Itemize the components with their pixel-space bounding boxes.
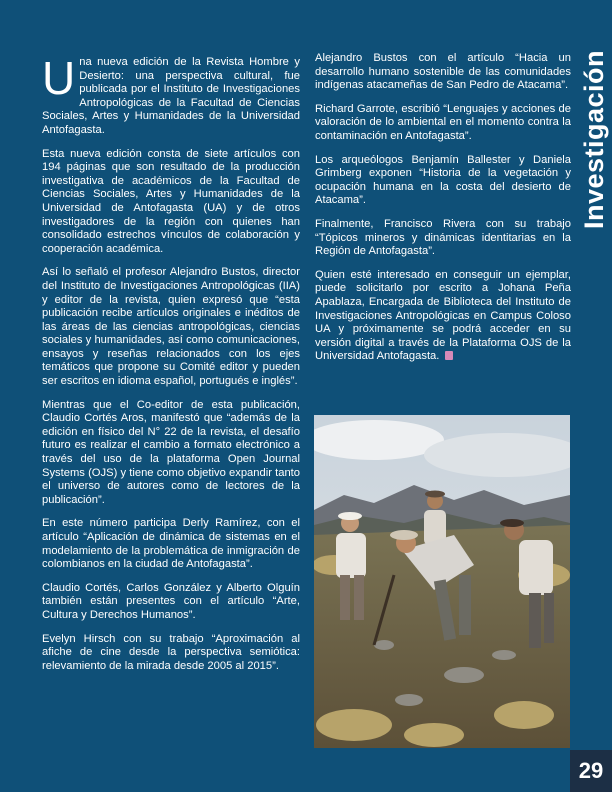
paragraph-4: Mientras que el Co-editor de esta publicación, Claudio Cortés Aros, manifestó que “además de la edición en físico del N° 22 de la revista, el desafío futuro es realizar el cambio a formato electrónico a través del uso de la plataforma Open Journal Systems (OJS) y tiene como objetivo expandir tanto el universo de autores como de lectores de la publicación”. [42, 398, 300, 506]
paragraph-2: Esta nueva edición consta de siete artículos con 194 páginas que son resultado de la producción investigativa de académicos de la Facultad de Ciencias Sociales, Artes y Humanidades de la Universidad de Antofagasta (UA) y de otros investigadores de la región con quienes han consolidado estrechos vínculos de colaboración y cooperación académica. [42, 147, 300, 255]
paragraph-1 [42, 52, 300, 138]
right-column [315, 52, 571, 374]
paragraph-8: Alejandro Bustos con el artículo “Hacia un desarrollo humano sostenible de las comunidades indígenas atacameñas de San Pedro de Atacama”. [315, 52, 571, 92]
page-number: 29 [578, 758, 604, 783]
paragraph-11: Finalmente, Francisco Rivera con su trabajo “Tópicos mineros y dinámicas identitarias en la Región de Antofagasta”. [315, 217, 571, 258]
drop-cap: U [42, 52, 76, 104]
paragraph-3: Así lo señaló el profesor Alejandro Bustos, director del Instituto de Investigaciones Antropológicas (IIA) y editor de la revista, quien expresó que “esta publicación recibe artículos originales e inéditos de las áreas de las ciencias antropológicas, ciencias sociales y humanidades, así como comunicaciones, ensayos y reseñas relacionados con los ejes temáticos que propone su Comité editor y pueden ser escritos en idioma español, portugués e inglés”. [42, 266, 300, 388]
paragraph-1-text: na nueva edición de la Revista Hombre y Desierto: una perspectiva cultural, fue publicada por el Instituto de Investigaciones Antropológicas de la Facultad de Ciencias Sociales, Artes y Humanidades de la Universidad Antofagasta. [42, 56, 300, 136]
paragraph-10: Los arqueólogos Benjamín Ballester y Daniela Grimberg exponen “Historia de la vegetación y ocupación humana en la costa del desierto de Atacama”. [315, 153, 571, 207]
paragraph-9: Richard Garrote, escribió “Lenguajes y acciones de valoración de lo ambiental en el momento contra la contaminación en Antofagasta”. [315, 102, 571, 142]
paragraph-5: En este número participa Derly Ramírez, con el artículo “Aplicación de dinámica de sistemas en el modelamiento de la problemática de inmigración de colombianos en la ciudad de Antofagasta”. [42, 517, 300, 571]
paragraph-12-text: Quien esté interesado en conseguir un ejemplar, puede solicitarlo por escrito a Johana Peña Apablaza, Encargada de Biblioteca del Instituto de Investigaciones Antropológicas en Campus Coloso UA y próximamente se podrá acceder en su versión digital a través de la Plataforma OJS de la Universidad Antofagasta. [315, 268, 571, 363]
paragraph-12 [315, 269, 571, 364]
section-label: Investigación [579, 50, 609, 230]
paragraph-6: Claudio Cortés, Carlos González y Alberto Olguín también están presentes con el artículo “Arte, Cultura y Derechos Humanos”. [42, 581, 300, 621]
paragraph-7: Evelyn Hirsch con su trabajo “Aproximación al afiche de cine desde la perspectiva semiótica: relevamiento de la mirada desde 2005 al 2015”. [42, 632, 300, 672]
field-work-photo [314, 415, 570, 748]
left-column [42, 52, 300, 683]
page-number-box [570, 750, 612, 792]
end-mark-icon [445, 351, 453, 360]
